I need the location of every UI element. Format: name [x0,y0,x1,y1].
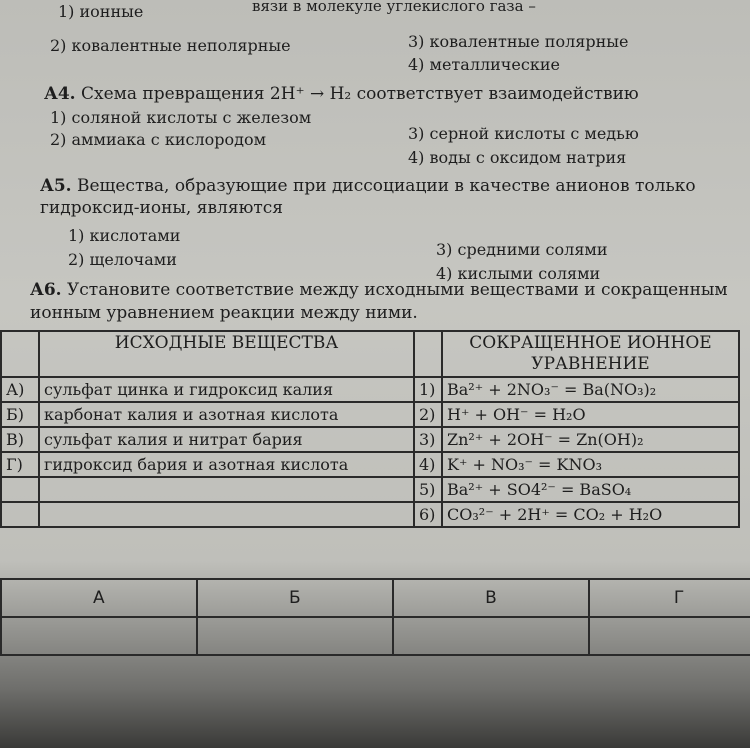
answer-header-g: Г [589,579,750,617]
question-a5-text-line2: гидроксид-ионы, являются [40,198,284,218]
row-number: 2) [414,402,442,427]
answer-cell-g[interactable] [589,617,750,655]
row-substance [39,502,414,527]
row-equation: Ba²⁺ + SO4²⁻ = BaSO₄ [442,477,739,502]
row-number: 1) [414,377,442,402]
header-substances: ИСХОДНЫЕ ВЕЩЕСТВА [39,331,414,377]
row-substance: сульфат калия и нитрат бария [39,427,414,452]
a3-option-1: 1) ионные [58,2,144,21]
row-equation: Ba²⁺ + 2NO₃⁻ = Ba(NO₃)₂ [442,377,739,402]
matching-table [0,330,740,528]
answer-header-row [1,579,750,617]
matching-table-header [1,331,739,377]
answer-header-a: А [1,579,197,617]
table-row [1,377,739,402]
answer-table [0,578,750,656]
row-letter: В) [1,427,39,452]
row-equation: K⁺ + NO₃⁻ = KNO₃ [442,452,739,477]
table-row [1,502,739,527]
answer-cell-v[interactable] [393,617,589,655]
a5-option-2: 2) щелочами [68,250,177,269]
table-row [1,402,739,427]
row-equation: Zn²⁺ + 2OH⁻ = Zn(OH)₂ [442,427,739,452]
row-equation: CO₃²⁻ + 2H⁺ = CO₂ + H₂O [442,502,739,527]
table-row [1,452,739,477]
row-substance [39,477,414,502]
row-number: 5) [414,477,442,502]
question-a4-number: А4. [44,84,76,104]
question-a6-text-line2: ионным уравнением реакции между ними. [30,303,418,323]
question-a5 [40,176,696,196]
answer-header-b: Б [197,579,393,617]
answer-cell-a[interactable] [1,617,197,655]
a4-option-2: 2) аммиака с кислородом [50,130,267,149]
row-number: 4) [414,452,442,477]
a3-option-2: 2) ковалентные неполярные [50,36,291,55]
a3-option-4: 4) металлические [408,55,560,74]
header-equation [442,331,739,377]
row-letter [1,477,39,502]
a5-option-1: 1) кислотами [68,226,181,245]
answer-input-row [1,617,750,655]
question-a5-text-line1: Вещества, образующие при диссоциации в качестве анионов только [77,176,696,196]
row-substance: карбонат калия и азотная кислота [39,402,414,427]
a5-option-3: 3) средними солями [436,240,608,259]
header-equation-line2: УРАВНЕНИЕ [531,354,650,374]
row-substance: гидроксид бария и азотная кислота [39,452,414,477]
a4-option-1: 1) соляной кислоты с железом [50,108,312,127]
row-number: 6) [414,502,442,527]
header-number-cell [414,331,442,377]
header-equation-line1: СОКРАЩЕННОЕ ИОННОЕ [469,333,712,353]
answer-cell-b[interactable] [197,617,393,655]
row-substance: сульфат цинка и гидроксид калия [39,377,414,402]
table-row [1,427,739,452]
row-letter [1,502,39,527]
question-a6-text-line1: Установите соответствие между исходными веществами и сокращенным [67,280,728,300]
row-letter: Б) [1,402,39,427]
answer-header-v: В [393,579,589,617]
table-row [1,477,739,502]
row-equation: H⁺ + OH⁻ = H₂O [442,402,739,427]
a3-option-3: 3) ковалентные полярные [408,32,629,51]
row-number: 3) [414,427,442,452]
row-letter: Г) [1,452,39,477]
question-a5-number: А5. [40,176,72,196]
question-a6 [30,280,728,300]
row-letter: А) [1,377,39,402]
a4-option-3: 3) серной кислоты с медью [408,124,639,143]
a5-option-4: 4) кислыми солями [436,264,601,283]
question-a6-number: А6. [30,280,62,300]
a4-option-4: 4) воды с оксидом натрия [408,148,627,167]
question-a3-tail: вязи в молекуле углекислого газа – [252,0,536,15]
question-a4 [44,84,639,104]
question-a4-text: Схема превращения 2H⁺ → H₂ соответствует взаимодействию [81,84,639,104]
header-letter-cell [1,331,39,377]
